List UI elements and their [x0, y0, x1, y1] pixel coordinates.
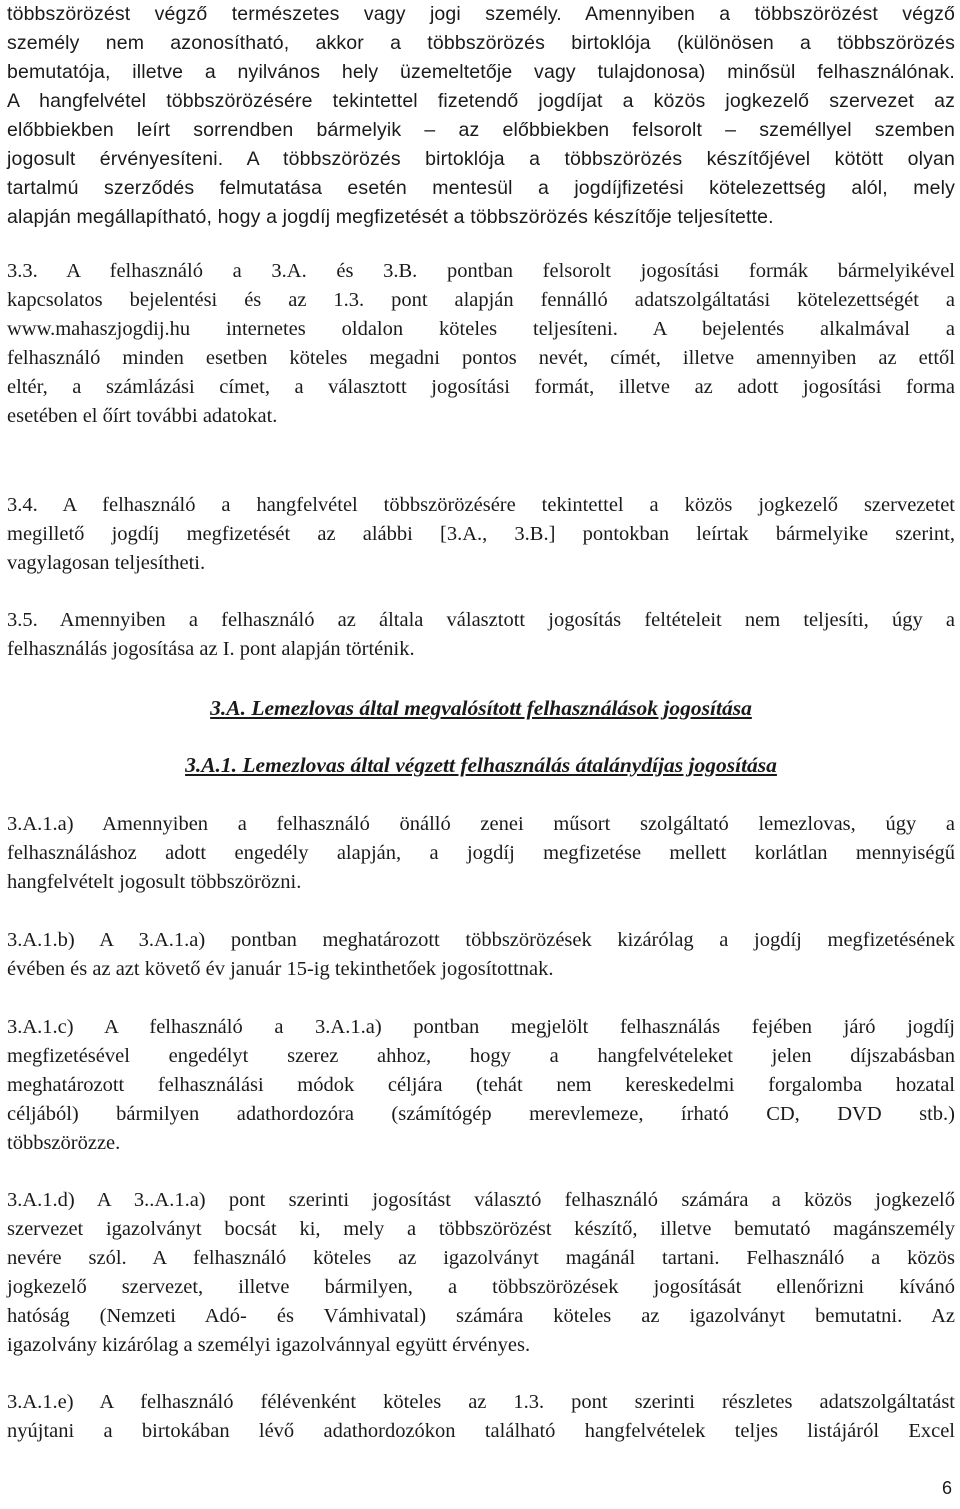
text-line: bemutatója, illetve a nyilvános hely üzemeltetője vagy tulajdonosa) minősül felhasználónak.: [7, 61, 955, 83]
text-line: hatóság (Nemzeti Adó- és Vámhivatal) számára köteles az igazolványt bemutatni. Az: [7, 1305, 955, 1327]
text-line: 3.A.1.e) A felhasználó félévenként köteles az 1.3. pont szerinti részletes adatszolgáltatást: [7, 1391, 955, 1413]
text-line: vagylagosan teljesítheti.: [7, 552, 206, 574]
text-line: megillető jogdíj megfizetését az alábbi [3.A., 3.B.] pontokban leírtak bármelyike szerint,: [7, 523, 955, 545]
text-line: többszörözést végző természetes vagy jogi személy. Amennyiben a többszörözést végző: [7, 3, 955, 25]
paragraph-3a1e: [7, 1388, 955, 1446]
page-number: 6: [941, 1478, 952, 1498]
section-heading-3a: 3.A. Lemezlovas által megvalósított felhasználások jogosítása: [210, 696, 752, 720]
paragraph-3-3: [7, 257, 955, 431]
text-line: 3.A.1.a) Amennyiben a felhasználó önálló zenei műsort szolgáltató lemezlovas, úgy a: [7, 813, 955, 835]
text-line: A hangfelvétel többszörözésére tekintettel fizetendő jogdíjat a közös jogkezelő szervezet az: [7, 90, 955, 112]
text-line: jogosult érvényesíteni. A többszörözés birtoklója a többszörözés készítőjével kötött olyan: [7, 148, 955, 170]
text-line: évében és az azt követő év január 15-ig tekinthetőek jogosítottnak.: [7, 958, 554, 980]
text-line: 3.A.1.c) A felhasználó a 3.A.1.a) pontban megjelölt felhasználás fejében járó jogdíj: [7, 1016, 955, 1038]
text-line: igazolvány kizárólag a személyi igazolvánnyal együtt érvényes.: [7, 1334, 531, 1356]
text-line: 3.4. A felhasználó a hangfelvétel többszörözésére tekintettel a közös jogkezelő szervezetet: [7, 494, 955, 516]
paragraph-3a1b: [7, 926, 955, 984]
text-line: meghatározott felhasználási módok céljára (tehát nem kereskedelmi forgalomba hozatal: [7, 1074, 955, 1096]
text-line: szervezet igazolványt bocsát ki, mely a többszörözést készítő, illetve bemutató magánszemély: [7, 1218, 955, 1240]
text-line: felhasználáshoz adott engedély alapján, a jogdíj megfizetése mellett korlátlan mennyiségű: [7, 842, 955, 864]
text-line: alapján megállapítható, hogy a jogdíj megfizetését a többszörözés készítője teljesítette.: [7, 206, 774, 228]
text-line: előbbiekben leírt sorrendben bármelyik – az előbbiekben felsorolt – személlyel szemben: [7, 119, 955, 141]
paragraph-3a1d: [7, 1186, 955, 1360]
paragraph-3-5: [7, 606, 955, 664]
text-line: jogkezelő szervezet, illetve bármilyen, a többszörözések jogosítását ellenőrizni kívánó: [7, 1276, 955, 1298]
text-line: céljából) bármilyen adathordozóra (számítógép merevlemeze, írható CD, DVD stb.): [7, 1103, 955, 1125]
text-line: hangfelvételt jogosult többszörözni.: [7, 871, 302, 893]
paragraph-3a1a: [7, 810, 955, 897]
text-line: 3.5. Amennyiben a felhasználó az általa választott jogosítás feltételeit nem teljesíti, úgy a: [7, 609, 955, 631]
text-line: tartalmú szerződés felmutatása esetén mentesül a jogdíjfizetési kötelezettség alól, mely: [7, 177, 955, 199]
text-line: kapcsolatos bejelentési és az 1.3. pont alapján fennálló adatszolgáltatási kötelezettségét a: [7, 289, 955, 311]
text-line: 3.A.1.d) A 3..A.1.a) pont szerinti jogosítást választó felhasználó számára a közös jogkezelő: [7, 1189, 955, 1211]
text-line: nevére szól. A felhasználó köteles az igazolványt magánál tartani. Felhasználó a közös: [7, 1247, 955, 1269]
text-line: személy nem azonosítható, akkor a többszörözés birtoklója (különösen a többszörözés: [7, 32, 955, 54]
section-heading-3a1: 3.A.1. Lemezlovas által végzett felhasználás átalánydíjas jogosítása: [185, 753, 777, 777]
text-line: eltér, a számlázási címet, a választott jogosítási formát, illetve az adott jogosítási forma: [7, 376, 955, 398]
text-line: felhasználó minden esetben köteles megadni pontos nevét, címét, illetve amennyiben az ettől: [7, 347, 955, 369]
text-line: nyújtani a birtokában lévő adathordozókon található hangfelvételek teljes listájáról Excel: [7, 1420, 955, 1442]
text-line: 3.A.1.b) A 3.A.1.a) pontban meghatározott többszörözések kizárólag a jogdíj megfizetésének: [7, 929, 955, 951]
paragraph-3a1c: [7, 1013, 955, 1158]
text-line: megfizetésével engedélyt szerez ahhoz, hogy a hangfelvételeket jelen díjszabásban: [7, 1045, 955, 1067]
paragraph-intro: [7, 0, 955, 232]
text-line: 3.3. A felhasználó a 3.A. és 3.B. pontban felsorolt jogosítási formák bármelyikével: [7, 260, 955, 282]
text-line: többszörözze.: [7, 1132, 121, 1154]
text-line: www.mahaszjogdij.hu internetes oldalon köteles teljesíteni. A bejelentés alkalmával a: [7, 318, 955, 340]
text-line: felhasználás jogosítása az I. pont alapján történik.: [7, 638, 415, 660]
text-line: esetében el őírt további adatokat.: [7, 405, 278, 427]
paragraph-3-4: [7, 491, 955, 578]
